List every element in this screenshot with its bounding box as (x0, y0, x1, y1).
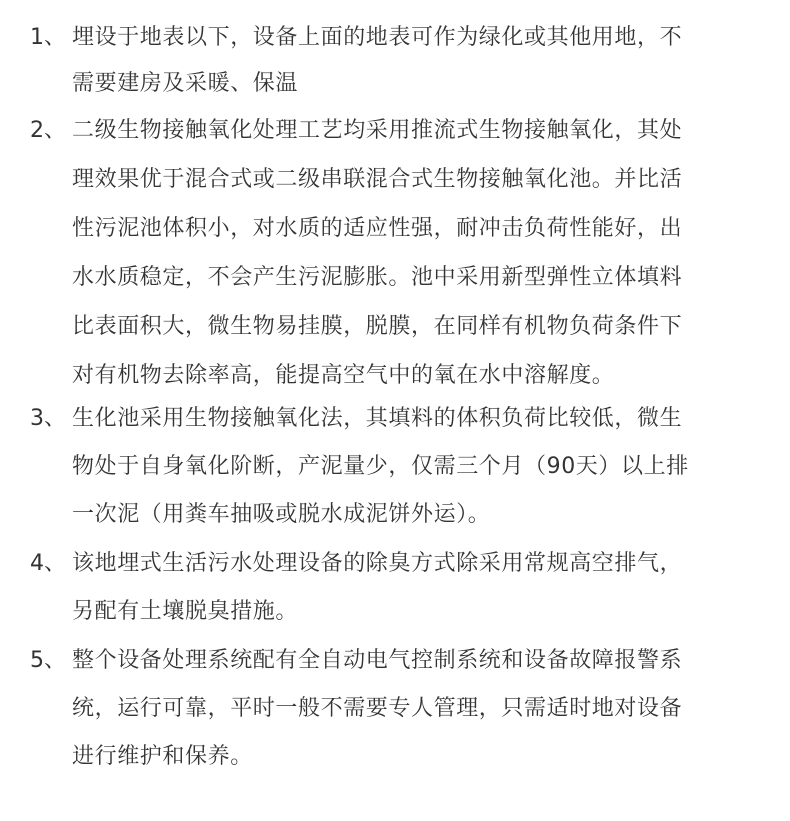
item-text-line: 对有机物去除率高，能提高空气中的氧在水中溶解度。 (72, 363, 615, 388)
item-text-line: 埋设于地表以下，设备上面的地表可作为绿化或其他用地，不 (72, 25, 683, 50)
item-text-line: 另配有土壤脱臭措施。 (72, 599, 299, 624)
item-text-line: 整个设备处理系统配有全自动电气控制系统和设备故障报警系 (72, 648, 683, 673)
item-number: 1、 (30, 25, 66, 50)
item-number: 2、 (30, 118, 66, 143)
item-text-line: 理效果优于混合式或二级串联混合式生物接触氧化池。并比活 (72, 167, 683, 192)
item-number: 3、 (30, 406, 66, 431)
item-number: 4、 (30, 551, 66, 576)
item-text-line: 性污泥池体积小，对水质的适应性强，耐冲击负荷性能好，出 (72, 216, 683, 241)
item-text-line: 统，运行可靠，平时一般不需要专人管理，只需适时地对设备 (72, 696, 683, 721)
item-text-line: 该地埋式生活污水处理设备的除臭方式除采用常规高空排气， (72, 551, 683, 576)
item-text-line: 生化池采用生物接触氧化法，其填料的体积负荷比较低，微生 (72, 406, 683, 431)
item-text-line: 比表面积大，微生物易挂膜，脱膜，在同样有机物负荷条件下 (72, 314, 683, 339)
item-text-line: 一次泥（用粪车抽吸或脱水成泥饼外运）。 (72, 502, 491, 527)
item-text-line: 物处于自身氧化阶断，产泥量少，仅需三个月（90天）以上排 (72, 454, 689, 479)
item-text-line: 需要建房及采暖、保温 (72, 71, 299, 96)
item-number: 5、 (30, 648, 66, 673)
item-text-line: 二级生物接触氧化处理工艺均采用推流式生物接触氧化，其处 (72, 118, 683, 143)
item-text-line: 水水质稳定，不会产生污泥膨胀。池中采用新型弹性立体填料 (72, 265, 683, 290)
item-text-line: 进行维护和保养。 (72, 744, 253, 769)
